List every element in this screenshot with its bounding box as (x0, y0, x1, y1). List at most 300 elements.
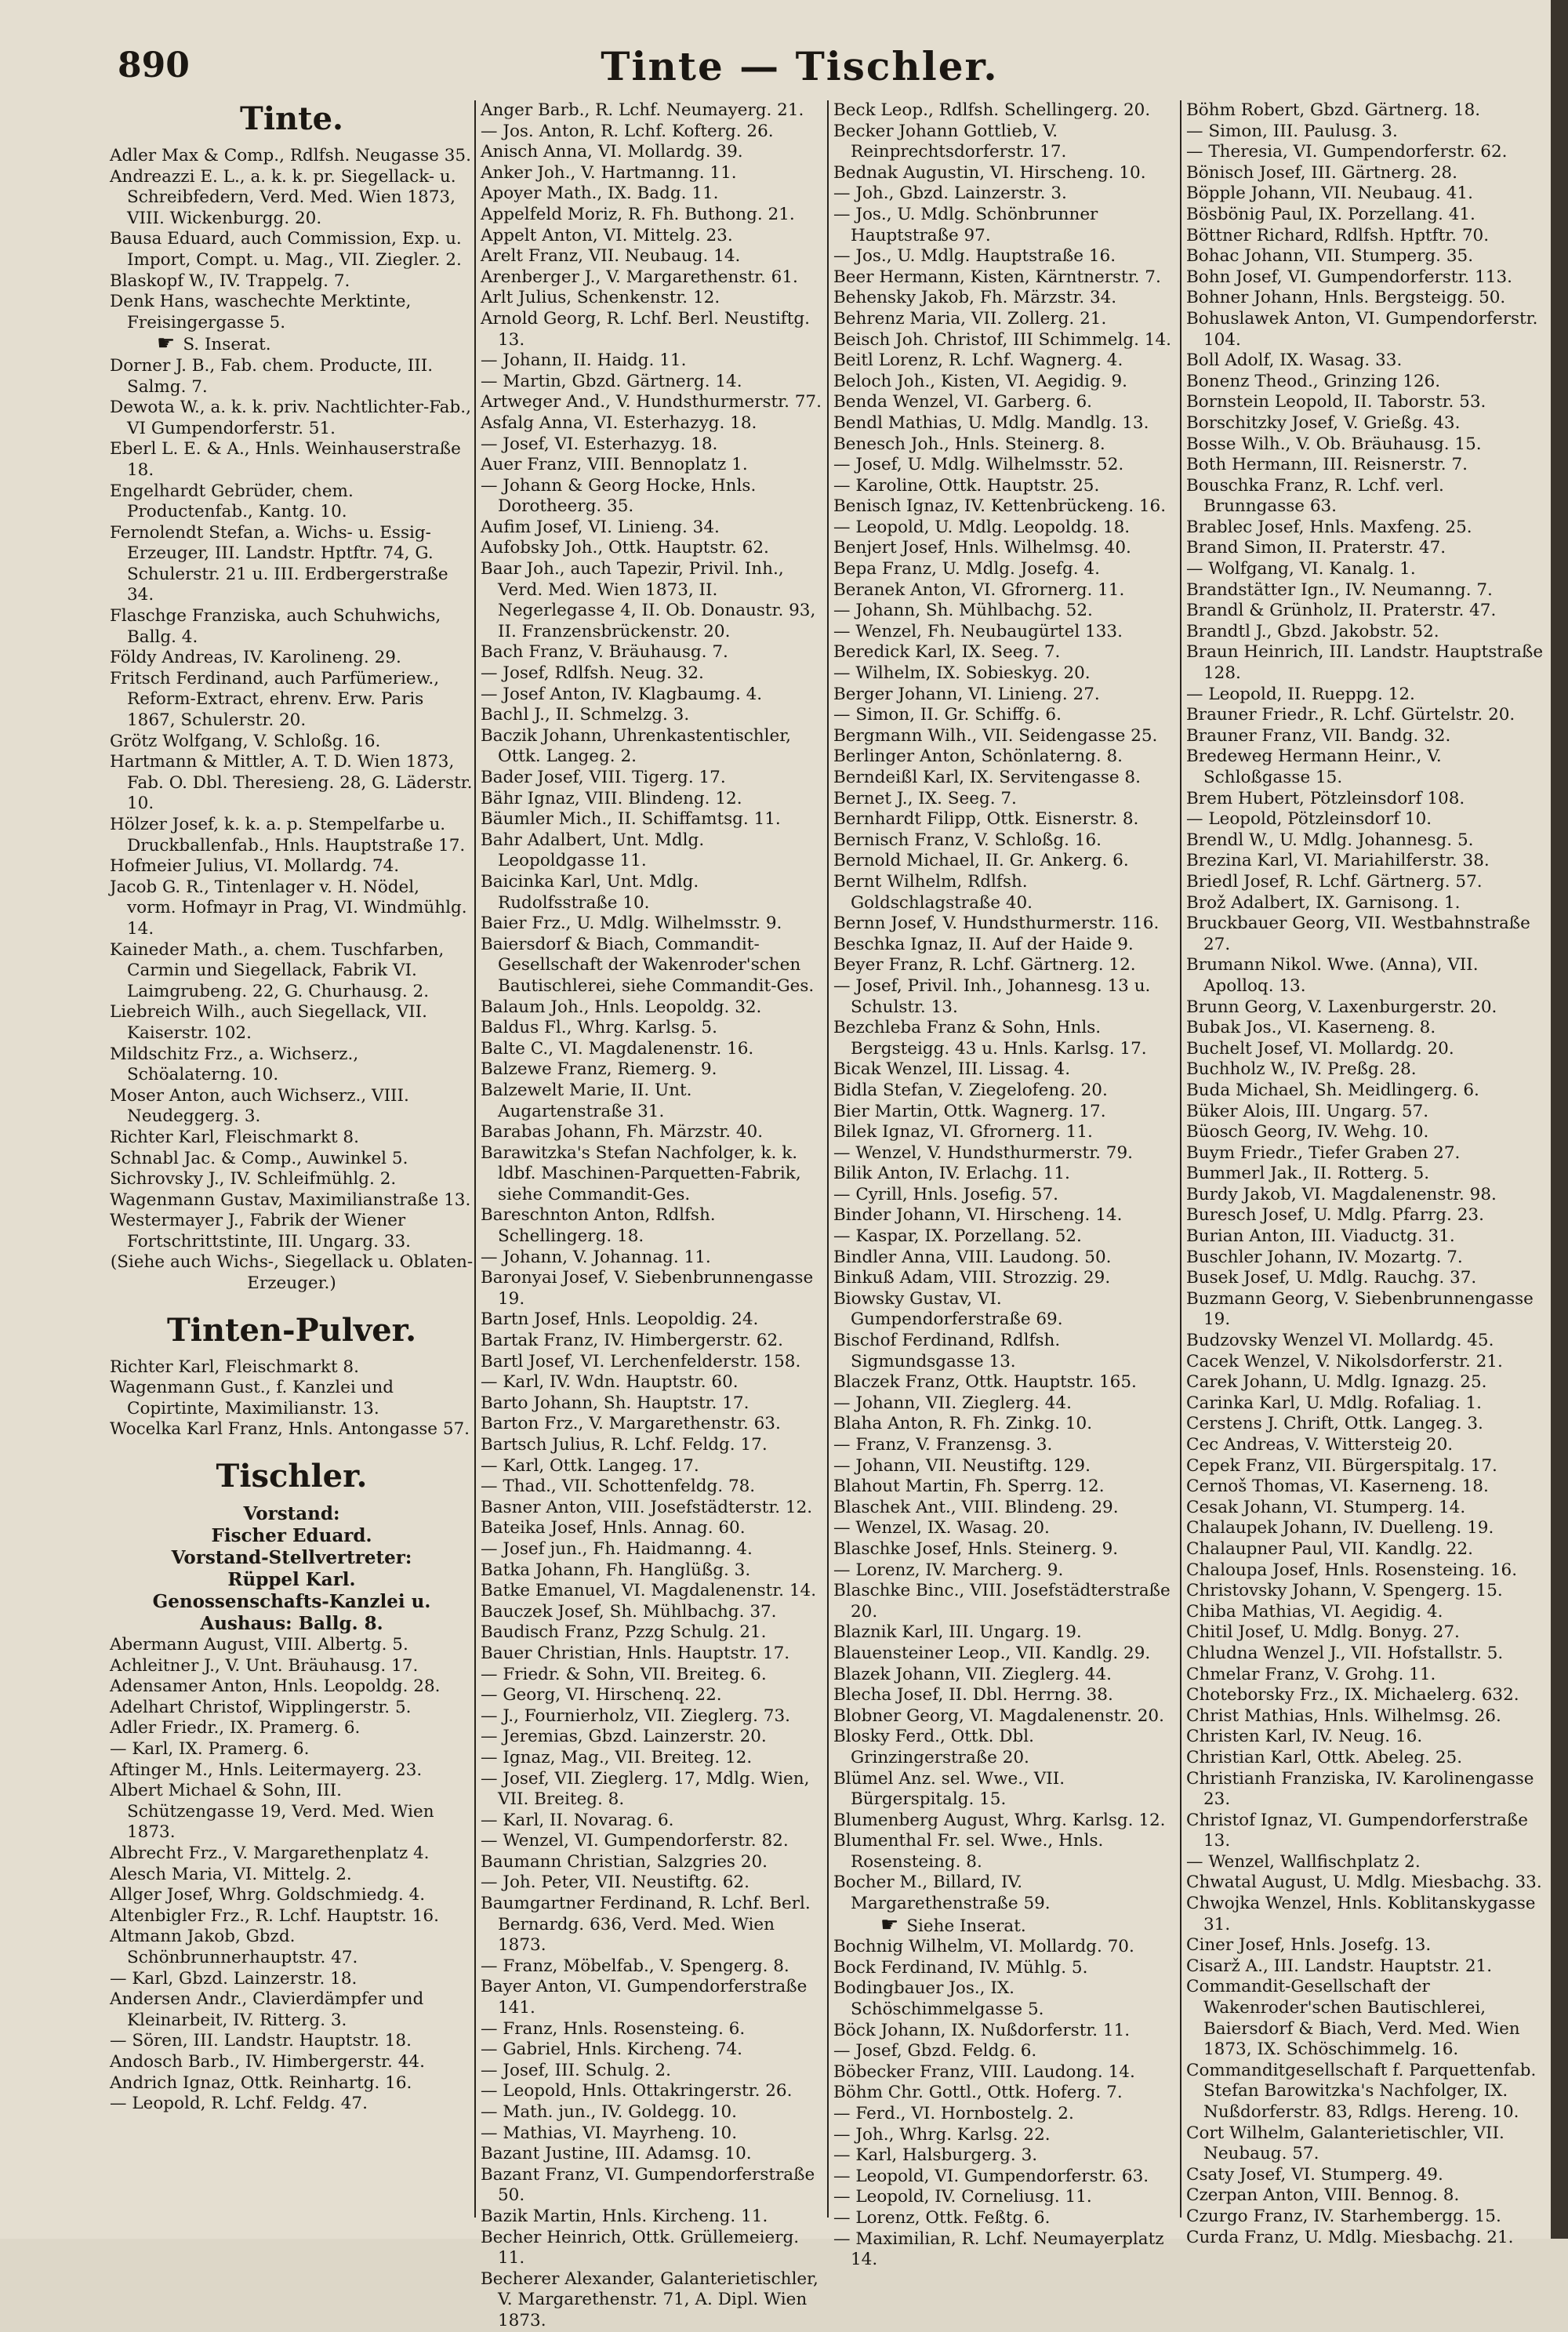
pointing-hand-icon: ☛ (157, 332, 176, 356)
directory-entry: Cort Wilhelm, Galanterietischler, VII. Neubaug. 57. (1186, 2123, 1504, 2164)
directory-entry: Bauer Christian, Hnls. Hauptstr. 17. (481, 1643, 790, 1663)
directory-entry: Hölzer Josef, k. k. a. p. Stempelfarbe u. Druckballenfab., Hnls. Hauptstraße 17. (110, 815, 466, 855)
directory-entry: Blobner Georg, VI. Magdalenenstr. 20. (833, 1705, 1164, 1726)
directory-entry: — Josef, Gbzd. Feldg. 6. (833, 2041, 1037, 2061)
directory-entry: Bazant Franz, VI. Gumpendorferstraße 50. (481, 2164, 815, 2206)
directory-entry: Bruckbauer Georg, VII. Westbahnstraße 27. (1186, 914, 1530, 954)
directory-entry: Bernt Wilhelm, Rdlfsh. Goldschlagstraße 40. (833, 871, 1033, 913)
directory-entry: — Wenzel, Fh. Neubaugürtel 133. (833, 621, 1123, 641)
directory-entry: Bernet J., IX. Seeg. 7. (833, 788, 1017, 808)
directory-entry: Berger Johann, VI. Linieng. 27. (833, 684, 1100, 704)
directory-entry: Bilik Anton, IV. Erlachg. 11. (833, 1164, 1070, 1184)
directory-entry: — Josef, VII. Zieglerg. 17, Mdlg. Wien, VII. Breiteg. 8. (481, 1768, 810, 1810)
directory-entry: Bartn Josef, Hnls. Leopoldig. 24. (481, 1309, 759, 1330)
directory-entry: Baczik Johann, Uhrenkastentischler, Ottk. Langeg. 2. (481, 725, 792, 767)
directory-entry: — J., Fournierholz, VII. Zieglerg. 73. (481, 1705, 790, 1726)
directory-entry: Bohn Josef, VI. Gumpendorferstr. 113. (1186, 267, 1512, 287)
directory-entry: — Johann, Sh. Mühlbachg. 52. (833, 601, 1093, 621)
section-title: Tinten-Pulver. (166, 1311, 417, 1349)
directory-entry: Blahout Martin, Fh. Sperrg. 12. (833, 1477, 1105, 1497)
directory-entry: Andrich Ignaz, Ottk. Reinhartg. 16. (110, 2072, 412, 2093)
directory-entry: Büker Alois, III. Ungarg. 57. (1186, 1101, 1429, 1121)
directory-entry: Chiba Mathias, VI. Aegidig. 4. (1186, 1601, 1443, 1622)
directory-entry: Artweger And., V. Hundsthurmerstr. 77. (481, 392, 822, 412)
directory-entry: Bohner Johann, Hnls. Bergsteigg. 50. (1186, 288, 1506, 308)
directory-entry: Achleitner J., V. Unt. Bräuhausg. 17. (110, 1655, 419, 1676)
directory-entry: — Ferd., VI. Hornbostelg. 2. (833, 2104, 1074, 2123)
directory-entry: Bodingbauer Jos., IX. Schöschimmelgasse 5. (833, 1978, 1044, 2020)
directory-entry: — Karl, Halsburgerg. 3. (833, 2145, 1038, 2166)
directory-entry: Bader Josef, VIII. Tigerg. 17. (481, 768, 726, 787)
directory-entry: Bausa Eduard, auch Commission, Exp. u. Import, Compt. u. Mag., VII. Ziegler. 2. (110, 229, 462, 270)
directory-entry: Dorner J. B., Fab. chem. Producte, III. Salmg. 7. (110, 355, 434, 397)
directory-entry: Moser Anton, auch Wichserz., VIII. Neudeggerg. 3. (110, 1085, 409, 1127)
directory-entry: — Franz, Hnls. Rosensteing. 6. (481, 2018, 746, 2039)
directory-entry: Chalaupner Paul, VII. Kandlg. 22. (1186, 1538, 1473, 1559)
directory-entry: — Josef, Privil. Inh., Johannesg. 13 u. Schulstr. 13. (833, 975, 1151, 1017)
directory-entry: Altenbigler Frz., R. Lchf. Hauptstr. 16. (110, 1905, 439, 1926)
directory-entry: Denk Hans, waschechte Merktinte, Freisingergasse 5. (110, 292, 412, 332)
directory-entry: Bernhardt Filipp, Ottk. Eisnerstr. 8. (833, 809, 1139, 830)
directory-entry: Brandl & Grünholz, II. Praterstr. 47. (1186, 601, 1497, 621)
directory-entry: Jacob G. R., Tintenlager v. H. Nödel, vorm. Hofmayr in Prag, VI. Windmühlg. 14. (110, 877, 467, 939)
directory-entry: Adensamer Anton, Hnls. Leopoldg. 28. (110, 1676, 441, 1697)
directory-entry: Aufobsky Joh., Ottk. Hauptstr. 62. (481, 538, 769, 558)
directory-entry: Altmann Jakob, Gbzd. Schönbrunnerhauptstr. 47. (110, 1927, 358, 1967)
directory-entry: Beyer Franz, R. Lchf. Gärtnerg. 12. (833, 955, 1136, 975)
directory-entry: Chitil Josef, U. Mdlg. Bonyg. 27. (1186, 1622, 1460, 1643)
directory-entry: Balte C., VI. Magdalenenstr. 16. (481, 1038, 754, 1059)
directory-entry: — Karoline, Ottk. Hauptstr. 25. (833, 475, 1100, 496)
directory-entry: Briedl Josef, R. Lchf. Gärtnerg. 57. (1186, 871, 1483, 892)
directory-entry: Wagenmann Gust., f. Kanzlei und Copirtinte, Maximilianstr. 13. (110, 1378, 394, 1418)
directory-entry: Chaloupa Josef, Hnls. Rosensteing. 16. (1186, 1560, 1518, 1580)
directory-entry: Fritsch Ferdinand, auch Parfümeriew., Reform-Extract, ehrenv. Erw. Paris 1867, Schulerstr. 20. (110, 668, 440, 731)
directory-entry: Allger Josef, Whrg. Goldschmiedg. 4. (110, 1885, 426, 1905)
directory-entry: Brem Hubert, Pötzleinsdorf 108. (1186, 788, 1465, 808)
directory-entry: Eberl L. E. & A., Hnls. Weinhauserstraße 18. (110, 439, 461, 480)
directory-entry: Becker Johann Gottlieb, V. Reinprechtsdorferstr. 17. (833, 121, 1067, 162)
directory-entry: Bouschka Franz, R. Lchf. verl. Brunngasse 63. (1186, 475, 1444, 517)
directory-entry: Czurgo Franz, IV. Starhembergg. 15. (1186, 2206, 1501, 2226)
directory-entry: Baldus Fl., Whrg. Karlsg. 5. (481, 1018, 717, 1038)
directory-entry: Baumann Christian, Salzgries 20. (481, 1851, 768, 1872)
directory-entry: Baar Joh., auch Tapezir, Privil. Inh., Verd. Med. Wien 1873, II. Negerlegasse 4, II. Ob. Donaustr. 93, II. Franzensbrückenstr. 20. (481, 559, 816, 641)
directory-entry: Bachl J., II. Schmelzg. 3. (481, 705, 690, 725)
directory-entry: Balzewe Franz, Riemerg. 9. (481, 1059, 717, 1080)
directory-entry: Brauner Franz, VII. Bandg. 32. (1186, 725, 1451, 746)
directory-entry: — Joh., Gbzd. Lainzerstr. 3. (833, 183, 1067, 204)
directory-entry: — Martin, Gbzd. Gärtnerg. 14. (481, 371, 742, 391)
directory-entry: Bredeweg Hermann Heinr., V. Schloßgasse 15. (1186, 746, 1442, 787)
directory-entry: Christof Ignaz, VI. Gumpendorferstraße 13. (1186, 1810, 1529, 1851)
directory-entry: Buchholz W., IV. Preßg. 28. (1186, 1059, 1417, 1080)
directory-entry: Andosch Barb., IV. Himbergerstr. 44. (110, 2051, 425, 2072)
directory-entry: Busek Josef, U. Mdlg. Rauchg. 37. (1186, 1268, 1477, 1288)
directory-entry: Bindler Anna, VIII. Laudong. 50. (833, 1247, 1112, 1267)
directory-entry: Cec Andreas, V. Wittersteig 20. (1186, 1435, 1454, 1455)
directory-entry: Berlinger Anton, Schönlaterng. 8. (833, 746, 1123, 767)
directory-entry: Brunn Georg, V. Laxenburgerstr. 20. (1186, 997, 1497, 1017)
directory-entry: Andersen Andr., Clavierdämpfer und Kleinarbeit, IV. Ritterg. 3. (110, 1989, 424, 2030)
directory-entry: Arnold Georg, R. Lchf. Berl. Neustiftg. 13. (481, 308, 810, 350)
directory-entry: Wocelka Karl Franz, Hnls. Antongasse 57. (110, 1419, 470, 1440)
directory-entry: Curda Franz, U. Mdlg. Miesbachg. 21. (1186, 2227, 1514, 2247)
directory-entry: — Franz, Möbelfab., V. Spengerg. 8. (481, 1956, 789, 1976)
directory-entry: Blümel Anz. sel. Wwe., VII. Bürgerspitalg. 15. (833, 1768, 1065, 1810)
directory-entry: Abermann August, VIII. Albertg. 5. (110, 1635, 408, 1655)
directory-entry: Anker Joh., V. Hartmanng. 11. (481, 162, 737, 183)
directory-entry: Bazik Martin, Hnls. Kircheng. 11. (481, 2206, 768, 2226)
directory-entry: Carinka Karl, U. Mdlg. Rofaliag. 1. (1186, 1393, 1482, 1413)
directory-entry: Wagenmann Gustav, Maximilianstraße 13. (110, 1190, 471, 1210)
directory-entry: Bäumler Mich., II. Schiffamtsg. 11. (481, 809, 781, 830)
directory-entry: Berndeißl Karl, IX. Servitengasse 8. (833, 768, 1141, 787)
directory-entry: Bischof Ferdinand, Rdlfsh. Sigmundsgasse 13. (833, 1331, 1061, 1371)
directory-entry: — Lorenz, Ottk. Feßtg. 6. (833, 2207, 1051, 2228)
directory-entry: Bonenz Theod., Grinzing 126. (1186, 371, 1441, 391)
directory-entry: Blaha Anton, R. Fh. Zinkg. 10. (833, 1414, 1093, 1434)
directory-entry: Bönisch Josef, III. Gärtnerg. 28. (1186, 162, 1457, 183)
directory-entry: Mildschitz Frz., a. Wichserz., Schöalaterng. 10. (110, 1044, 359, 1085)
directory-entry: Hartmann & Mittler, A. T. D. Wien 1873, Fab. O. Dbl. Theresieng. 28, G. Läderstr. 10. (110, 752, 473, 814)
directory-entry: Behensky Jakob, Fh. Märzstr. 34. (833, 288, 1117, 308)
directory-entry: Bähr Ignaz, VIII. Blindeng. 12. (481, 788, 742, 808)
directory-entry: Benda Wenzel, VI. Garberg. 6. (833, 392, 1092, 412)
directory-entry: Beer Hermann, Kisten, Kärntnerstr. 7. (833, 267, 1161, 287)
directory-entry: — Math. jun., IV. Goldegg. 10. (481, 2102, 737, 2122)
directory-entry: Blaschke Josef, Hnls. Steinerg. 9. (833, 1538, 1119, 1559)
directory-entry: Bock Ferdinand, IV. Mühlg. 5. (833, 1957, 1088, 1978)
directory-entry: Beitl Lorenz, R. Lchf. Wagnerg. 4. (833, 351, 1123, 371)
directory-entry: Baudisch Franz, Pzzg Schulg. 21. (481, 1622, 767, 1643)
directory-entry: Richter Karl, Fleischmarkt 8. (110, 1357, 359, 1377)
directory-entry: Bartsch Julius, R. Lchf. Feldg. 17. (481, 1435, 768, 1455)
directory-entry: Arelt Franz, VII. Neubaug. 14. (481, 246, 741, 267)
directory-entry: Böck Johann, IX. Nußdorferstr. 11. (833, 2020, 1131, 2040)
directory-entry: Anger Barb., R. Lchf. Neumayerg. 21. (481, 100, 804, 120)
directory-entry: Dewota W., a. k. k. priv. Nachtlichter-Fab., VI Gumpendorferstr. 51. (110, 398, 471, 438)
section-officer-line: Vorstand: (243, 1503, 340, 1525)
directory-entry: Bepa Franz, U. Mdlg. Josefg. 4. (833, 559, 1100, 579)
directory-entry: Borschitzky Josef, V. Grießg. 43. (1186, 412, 1461, 433)
directory-entry: Baier Frz., U. Mdlg. Wilhelmsstr. 9. (481, 914, 782, 934)
directory-entry: — Leopold, R. Lchf. Feldg. 47. (110, 2094, 368, 2114)
directory-entry: Böbecker Franz, VIII. Laudong. 14. (833, 2061, 1135, 2082)
directory-entry: — Leopold, U. Mdlg. Leopoldg. 18. (833, 517, 1131, 537)
directory-entry: — Mathias, VI. Mayrheng. 10. (481, 2123, 738, 2143)
directory-entry: Auer Franz, VIII. Bennoplatz 1. (481, 455, 748, 475)
directory-entry: — Karl, IX. Pramerg. 6. (110, 1739, 310, 1759)
directory-entry: Christen Karl, IV. Neug. 16. (1186, 1727, 1423, 1747)
directory-entry: Brandstätter Ign., IV. Neumanng. 7. (1186, 579, 1493, 600)
directory-entry: Beredick Karl, IX. Seeg. 7. (833, 642, 1061, 663)
directory-entry: Engelhardt Gebrüder, chem. Productenfab., Kantg. 10. (110, 481, 354, 522)
directory-entry: — Kaspar, IX. Porzellang. 52. (833, 1226, 1082, 1247)
directory-entry: Arlt Julius, Schenkenstr. 12. (481, 288, 720, 308)
directory-entry: Fernolendt Stefan, a. Wichs- u. Essig-Erzeuger, III. Landstr. Hptftr. 74, G. Schulerstr. 21 u. III. Erdbergerstraße 34. (110, 522, 448, 605)
section-officer-line: Genossenschafts-Kanzlei u. Aushaus: Ballg. 8. (152, 1591, 431, 1635)
directory-entry: — Leopold, Hnls. Ottakringerstr. 26. (481, 2081, 793, 2101)
directory-entry: Choteborsky Frz., IX. Michaelerg. 632. (1186, 1685, 1519, 1705)
directory-entry: Apoyer Math., IX. Badg. 11. (481, 183, 719, 204)
column-1 (110, 100, 478, 2218)
directory-entry: Boll Adolf, IX. Wasag. 33. (1186, 351, 1403, 371)
directory-entry: Buchelt Josef, VI. Mollardg. 20. (1186, 1038, 1454, 1059)
directory-entry: Beschka Ignaz, II. Auf der Haide 9. (833, 934, 1134, 954)
directory-entry: — Wenzel, IX. Wasag. 20. (833, 1518, 1050, 1538)
directory-entry: Brand Simon, II. Praterstr. 47. (1186, 538, 1446, 558)
directory-entry: Benjert Josef, Hnls. Wilhelmsg. 40. (833, 538, 1131, 558)
directory-entry: — Jeremias, Gbzd. Lainzerstr. 20. (481, 1727, 767, 1747)
directory-entry: Beloch Joh., Kisten, VI. Aegidig. 9. (833, 371, 1127, 391)
directory-entry: Bahr Adalbert, Unt. Mdlg. Leopoldgasse 11. (481, 830, 705, 871)
directory-entry: Ciner Josef, Hnls. Josefg. 13. (1186, 1935, 1432, 1956)
directory-entry: Adelhart Christof, Wipplingerstr. 5. (110, 1697, 412, 1717)
section-title: Tischler. (216, 1458, 368, 1495)
directory-entry: — Georg, VI. Hirschenq. 22. (481, 1685, 722, 1705)
section-officer-line: Fischer Eduard. (211, 1525, 372, 1547)
directory-entry: Christianh Franziska, IV. Karolinengasse 23. (1186, 1768, 1534, 1810)
directory-entry: Schnabl Jac. & Comp., Auwinkel 5. (110, 1148, 408, 1168)
directory-entry: Böhm Chr. Gottl., Ottk. Hoferg. 7. (833, 2083, 1123, 2103)
directory-entry: — Jos., U. Mdlg. Hauptstraße 16. (833, 246, 1116, 267)
directory-entry: — Johann & Georg Hocke, Hnls. Dorotheerg. 35. (481, 475, 757, 517)
directory-entry: Buresch Josef, U. Mdlg. Pfarrg. 23. (1186, 1205, 1484, 1226)
column-3 (827, 100, 1180, 2270)
directory-entry: Hofmeier Julius, VI. Mollardg. 74. (110, 856, 400, 877)
directory-entry: Blosky Ferd., Ottk. Dbl. Grinzingerstraße 20. (833, 1727, 1034, 1767)
directory-entry: — Josef, VI. Esterhazyg. 18. (481, 434, 718, 454)
directory-entry: Bernisch Franz, V. Schloßg. 16. (833, 830, 1102, 850)
directory-entry: Commandit-Gesellschaft der Wakenroder'schen Bautischlerei, Baiersdorf & Biach, Verd. Med. Wien 1873, IX. Schöschimmelg. 16. (1186, 1977, 1520, 2060)
directory-entry: Baumgartner Ferdinand, R. Lchf. Berl. Bernardg. 636, Verd. Med. Wien 1873. (481, 1894, 811, 1956)
directory-entry: Földy Andreas, IV. Karolineng. 29. (110, 648, 401, 668)
directory-entry: Bummerl Jak., II. Rotterg. 5. (1186, 1164, 1430, 1184)
directory-entry: Chwojka Wenzel, Hnls. Koblitanskygasse 31. (1186, 1894, 1536, 1934)
directory-entry: — Karl, Ottk. Langeg. 17. (481, 1455, 699, 1476)
directory-entry: Bernold Michael, II. Gr. Ankerg. 6. (833, 851, 1129, 871)
directory-entry: Arenberger J., V. Margarethenstr. 61. (481, 267, 798, 287)
directory-entry: — Jos. Anton, R. Lchf. Kofterg. 26. (481, 121, 774, 141)
directory-entry: — Simon, III. Paulusg. 3. (1186, 121, 1398, 141)
directory-entry: Buym Friedr., Tiefer Graben 27. (1186, 1142, 1461, 1163)
directory-entry: Barto Johann, Sh. Hauptstr. 17. (481, 1393, 750, 1413)
directory-entry: — Leopold, VI. Gumpendorferstr. 63. (833, 2166, 1149, 2186)
directory-entry: — Simon, II. Gr. Schiffg. 6. (833, 705, 1062, 725)
directory-entry: Cisarž A., III. Landstr. Hauptstr. 21. (1186, 1956, 1493, 1976)
directory-entry: Blaschek Ant., VIII. Blindeng. 29. (833, 1497, 1119, 1517)
directory-entry: Richter Karl, Fleischmarkt 8. (110, 1127, 359, 1147)
directory-entry: Bier Martin, Ottk. Wagnerg. 17. (833, 1101, 1106, 1121)
directory-entry: — Jos., U. Mdlg. Schönbrunner Hauptstraße 97. (833, 204, 1098, 245)
directory-entry: Chalaupek Johann, IV. Duelleng. 19. (1186, 1518, 1494, 1538)
column-4 (1180, 100, 1548, 2247)
directory-entry: Blecha Josef, II. Dbl. Herrng. 38. (833, 1685, 1113, 1705)
directory-entry: Brož Adalbert, IX. Garnisong. 1. (1186, 892, 1461, 913)
directory-entry: Cepek Franz, VII. Bürgerspitalg. 17. (1186, 1455, 1497, 1476)
directory-entry: Büosch Georg, IV. Wehg. 10. (1186, 1122, 1429, 1142)
running-title: Tinte — Tischler. (601, 43, 999, 89)
directory-entry: — Leopold, II. Rueppg. 12. (1186, 684, 1415, 704)
directory-entry: Binkuß Adam, VIII. Strozzig. 29. (833, 1268, 1111, 1288)
directory-entry: Bach Franz, V. Bräuhausg. 7. (481, 642, 728, 663)
directory-entry: Albrecht Frz., V. Margarethenplatz 4. (110, 1843, 430, 1863)
directory-entry: — Friedr. & Sohn, VII. Breiteg. 6. (481, 1664, 767, 1684)
directory-entry: Asfalg Anna, VI. Esterhazyg. 18. (481, 412, 757, 433)
directory-entry: Brendl W., U. Mdlg. Johannesg. 5. (1186, 830, 1474, 850)
directory-entry: Aftinger M., Hnls. Leitermayerg. 23. (110, 1760, 423, 1780)
directory-entry: Bazant Justine, III. Adamsg. 10. (481, 2144, 752, 2164)
directory-entry: — Johann, V. Johannag. 11. (481, 1247, 711, 1267)
directory-entry: Barawitzka's Stefan Nachfolger, k. k. ldbf. Maschinen-Parquetten-Fabrik, siehe Commandit-Ges. (481, 1142, 801, 1204)
directory-entry: Csaty Josef, VI. Stumperg. 49. (1186, 2164, 1443, 2185)
directory-entry: Bartl Josef, VI. Lerchenfelderstr. 158. (481, 1351, 801, 1371)
directory-entry: Bayer Anton, VI. Gumpendorferstraße 141. (481, 1977, 808, 2018)
directory-entry: — Karl, Gbzd. Lainzerstr. 18. (110, 1968, 358, 1989)
directory-entry: Bornstein Leopold, II. Taborstr. 53. (1186, 392, 1486, 412)
directory-entry: Burian Anton, III. Viaductg. 31. (1186, 1226, 1455, 1247)
directory-entry: — Sören, III. Landstr. Hauptstr. 18. (110, 2031, 412, 2051)
directory-entry: Cacek Wenzel, V. Nikolsdorferstr. 21. (1186, 1351, 1503, 1371)
directory-entry: — Josef Anton, IV. Klagbaumg. 4. (481, 684, 763, 704)
directory-entry: Blumenberg August, Whrg. Karlsg. 12. (833, 1810, 1166, 1830)
directory-entry: Buzmann Georg, V. Siebenbrunnengasse 19. (1186, 1288, 1534, 1330)
directory-entry: — Josef, U. Mdlg. Wilhelmsstr. 52. (833, 455, 1124, 475)
directory-entry: Bezchleba Franz & Sohn, Hnls. Bergsteigg. 43 u. Hnls. Karlsg. 17. (833, 1018, 1147, 1059)
directory-entry: Bauczek Josef, Sh. Mühlbachg. 37. (481, 1601, 777, 1622)
directory-entry: Blauensteiner Leop., VII. Kandlg. 29. (833, 1643, 1151, 1663)
directory-entry: — Lorenz, IV. Marcherg. 9. (833, 1560, 1064, 1580)
directory-entry: — Wenzel, V. Hundsthurmerstr. 79. (833, 1142, 1133, 1163)
directory-entry: Baronyai Josef, V. Siebenbrunnengasse 19. (481, 1268, 814, 1309)
inserat-text: S. Inserat. (183, 335, 271, 355)
directory-entry: Bareschnton Anton, Rdlfsh. Schellingerg. 18. (481, 1205, 716, 1247)
directory-entry: Beranek Anton, VI. Gfrornerg. 11. (833, 579, 1125, 600)
directory-entry: Aufim Josef, VI. Linieng. 34. (481, 517, 720, 537)
directory-entry: Christ Mathias, Hnls. Wilhelmsg. 26. (1186, 1705, 1501, 1726)
directory-entry: Bosse Wilh., V. Ob. Bräuhausg. 15. (1186, 434, 1482, 454)
directory-entry: Braun Heinrich, III. Landstr. Hauptstraße 128. (1186, 642, 1544, 684)
directory-entry: — Thad., VII. Schottenfeldg. 78. (481, 1477, 756, 1497)
directory-entry: Liebreich Wilh., auch Siegellack, VII. Kaiserstr. 102. (110, 1002, 427, 1043)
directory-entry: Brumann Nikol. Wwe. (Anna), VII. Apolloq. 13. (1186, 955, 1479, 996)
directory-entry: Cerstens J. Chrift, Ottk. Langeg. 3. (1186, 1414, 1483, 1434)
section-title: Tinte. (240, 100, 343, 137)
directory-entry: Barabas Johann, Fh. Märzstr. 40. (481, 1122, 764, 1142)
directory-entry: — Cyrill, Hnls. Josefig. 57. (833, 1184, 1058, 1204)
directory-entry: Bernn Josef, V. Hundsthurmerstr. 116. (833, 914, 1160, 934)
directory-entry: Bohuslawek Anton, VI. Gumpendorferstr. 104. (1186, 308, 1538, 350)
directory-entry: — Wenzel, Wallfischplatz 2. (1186, 1851, 1421, 1872)
pointing-hand-icon: ☛ (880, 1912, 899, 1937)
directory-entry: Grötz Wolfgang, V. Schloßg. 16. (110, 731, 381, 751)
directory-entry: Bidla Stefan, V. Ziegelofeng. 20. (833, 1080, 1108, 1100)
directory-entry: Chmelar Franz, V. Grohg. 11. (1186, 1664, 1436, 1684)
directory-entry: Bednak Augustin, VI. Hirscheng. 10. (833, 162, 1146, 183)
directory-entry: — Johann, II. Haidg. 11. (481, 351, 687, 371)
directory-entry: Blaskopf W., IV. Trappelg. 7. (110, 271, 350, 291)
directory-entry: Bochnig Wilhelm, VI. Mollardg. 70. (833, 1937, 1134, 1957)
directory-entry: — Josef, Rdlfsh. Neug. 32. (481, 663, 704, 684)
cross-reference-note: (Siehe auch Wichs-, Siegellack u. Oblaten-Erzeuger.) (110, 1252, 474, 1294)
directory-entry: Benesch Joh., Hnls. Steinerg. 8. (833, 434, 1105, 454)
directory-entry: Burdy Jakob, VI. Magdalenenstr. 98. (1186, 1184, 1497, 1204)
directory-entry: Böhm Robert, Gbzd. Gärtnerg. 18. (1186, 100, 1481, 120)
directory-entry: Brauner Friedr., R. Lchf. Gürtelstr. 20. (1186, 705, 1515, 725)
directory-entry: Blaznik Karl, III. Ungarg. 19. (833, 1622, 1082, 1643)
directory-entry: Christian Karl, Ottk. Abeleg. 25. (1186, 1747, 1463, 1767)
inserat-text: Siehe Inserat. (906, 1916, 1026, 1936)
directory-entry: Chludna Wenzel J., VII. Hofstallstr. 5. (1186, 1643, 1504, 1663)
directory-entry: Cesak Johann, VI. Stumperg. 14. (1186, 1497, 1466, 1517)
directory-entry: — Karl, II. Novarag. 6. (481, 1810, 674, 1830)
section-officer-line: Vorstand-Stellvertreter: (171, 1547, 412, 1569)
directory-entry: Appelfeld Moriz, R. Fh. Buthong. 21. (481, 204, 795, 224)
directory-entry: Brandtl J., Gbzd. Jakobstr. 52. (1186, 621, 1439, 641)
directory-entry: Adler Max & Comp., Rdlfsh. Neugasse 35. (110, 146, 471, 165)
directory-entry: — Maximilian, R. Lchf. Neumayerplatz 14. (833, 2228, 1164, 2270)
directory-entry: Becherer Alexander, Galanterietischler, V. Margarethenstr. 71, A. Dipl. Wien 1873. (481, 2268, 818, 2330)
directory-entry: — Theresia, VI. Gumpendorferstr. 62. (1186, 142, 1508, 162)
directory-entry: Buschler Johann, IV. Mozartg. 7. (1186, 1247, 1463, 1267)
directory-entry: — Josef jun., Fh. Haidmanng. 4. (481, 1538, 753, 1559)
directory-entry: Böpple Johann, VII. Neubaug. 41. (1186, 183, 1473, 204)
directory-entry: — Johann, VII. Neustiftg. 129. (833, 1455, 1091, 1476)
directory-entry: Andreazzi E. L., a. k. k. pr. Siegellack- u. Schreibfedern, Verd. Med. Wien 1873, VIII. Wickenburgg. 20. (110, 166, 456, 228)
directory-entry: — Wenzel, VI. Gumpendorferstr. 82. (481, 1831, 789, 1851)
directory-entry: Carek Johann, U. Mdlg. Ignazg. 25. (1186, 1372, 1487, 1393)
directory-entry: Beisch Joh. Christof, III Schimmelg. 14. (833, 329, 1171, 350)
directory-entry: Benisch Ignaz, IV. Kettenbrückeng. 16. (833, 496, 1167, 517)
directory-entry: Blaczek Franz, Ottk. Hauptstr. 165. (833, 1372, 1137, 1393)
directory-entry: — Wilhelm, IX. Sobieskyg. 20. (833, 663, 1091, 684)
directory-entry: Bubak Jos., VI. Kaserneng. 8. (1186, 1018, 1436, 1038)
directory-entry: Baicinka Karl, Unt. Mdlg. Rudolfsstraße 10. (481, 871, 699, 913)
directory-entry: Brablec Josef, Hnls. Maxfeng. 25. (1186, 517, 1472, 537)
directory-entry: Bocher M., Billard, IV. Margarethenstraße 59. (833, 1873, 1051, 1914)
directory-entry: Commanditgesellschaft f. Parquettenfab. Stefan Barowitzka's Nachfolger, IX. Nußdorferstr. 83, Rdlgs. Hereng. 10. (1186, 2060, 1537, 2122)
inserat-reference (833, 1912, 1175, 1938)
directory-entry: Albert Michael & Sohn, III. Schützengasse 19, Verd. Med. Wien 1873. (110, 1781, 434, 1843)
directory-entry: Bergmann Wilh., VII. Seidengasse 25. (833, 725, 1158, 746)
directory-entry: Flaschge Franziska, auch Schuhwichs, Ballg. 4. (110, 606, 441, 647)
inserat-reference (110, 333, 474, 356)
column-2 (474, 100, 827, 2330)
directory-entry: Bendl Mathias, U. Mdlg. Mandlg. 13. (833, 412, 1149, 433)
directory-entry: Balaum Joh., Hnls. Leopoldg. 32. (481, 997, 762, 1017)
directory-entry: Kaineder Math., a. chem. Tuschfarben, Carmin und Siegellack, Fabrik VI. Laimgrubeng. 22, G. Churhausg. 2. (110, 939, 445, 1001)
directory-entry: Christovsky Johann, V. Spengerg. 15. (1186, 1581, 1503, 1601)
directory-entry: Becher Heinrich, Ottk. Grüllemeierg. 11. (481, 2227, 800, 2268)
directory-entry: Blaschke Binc., VIII. Josefstädterstraße 20. (833, 1581, 1171, 1622)
directory-entry: Balzewelt Marie, II. Unt. Augartenstraße 31. (481, 1080, 692, 1121)
directory-entry: Blumenthal Fr. sel. Wwe., Hnls. Rosensteing. 8. (833, 1831, 1104, 1872)
directory-entry: — Leopold, IV. Corneliusg. 11. (833, 2187, 1092, 2207)
directory-entry: Barton Frz., V. Margarethenstr. 63. (481, 1414, 781, 1434)
directory-entry: Bohac Johann, VII. Stumperg. 35. (1186, 246, 1474, 267)
directory-entry: Anisch Anna, VI. Mollardg. 39. (481, 142, 743, 162)
directory-entry: — Joh., Whrg. Karlsg. 22. (833, 2124, 1051, 2145)
directory-entry: — Gabriel, Hnls. Kircheng. 74. (481, 2040, 742, 2060)
directory-entry: Beck Leop., Rdlfsh. Schellingerg. 20. (833, 100, 1151, 120)
directory-entry: Blazek Johann, VII. Zieglerg. 44. (833, 1664, 1112, 1684)
directory-entry: Adler Friedr., IX. Pramerg. 6. (110, 1718, 361, 1738)
directory-entry: Bösbönig Paul, IX. Porzellang. 41. (1186, 204, 1475, 224)
directory-entry: Czerpan Anton, VIII. Bennog. 8. (1186, 2185, 1460, 2206)
directory-entry: Böttner Richard, Rdlfsh. Hptftr. 70. (1186, 225, 1490, 245)
directory-entry: — Josef, III. Schulg. 2. (481, 2060, 671, 2080)
